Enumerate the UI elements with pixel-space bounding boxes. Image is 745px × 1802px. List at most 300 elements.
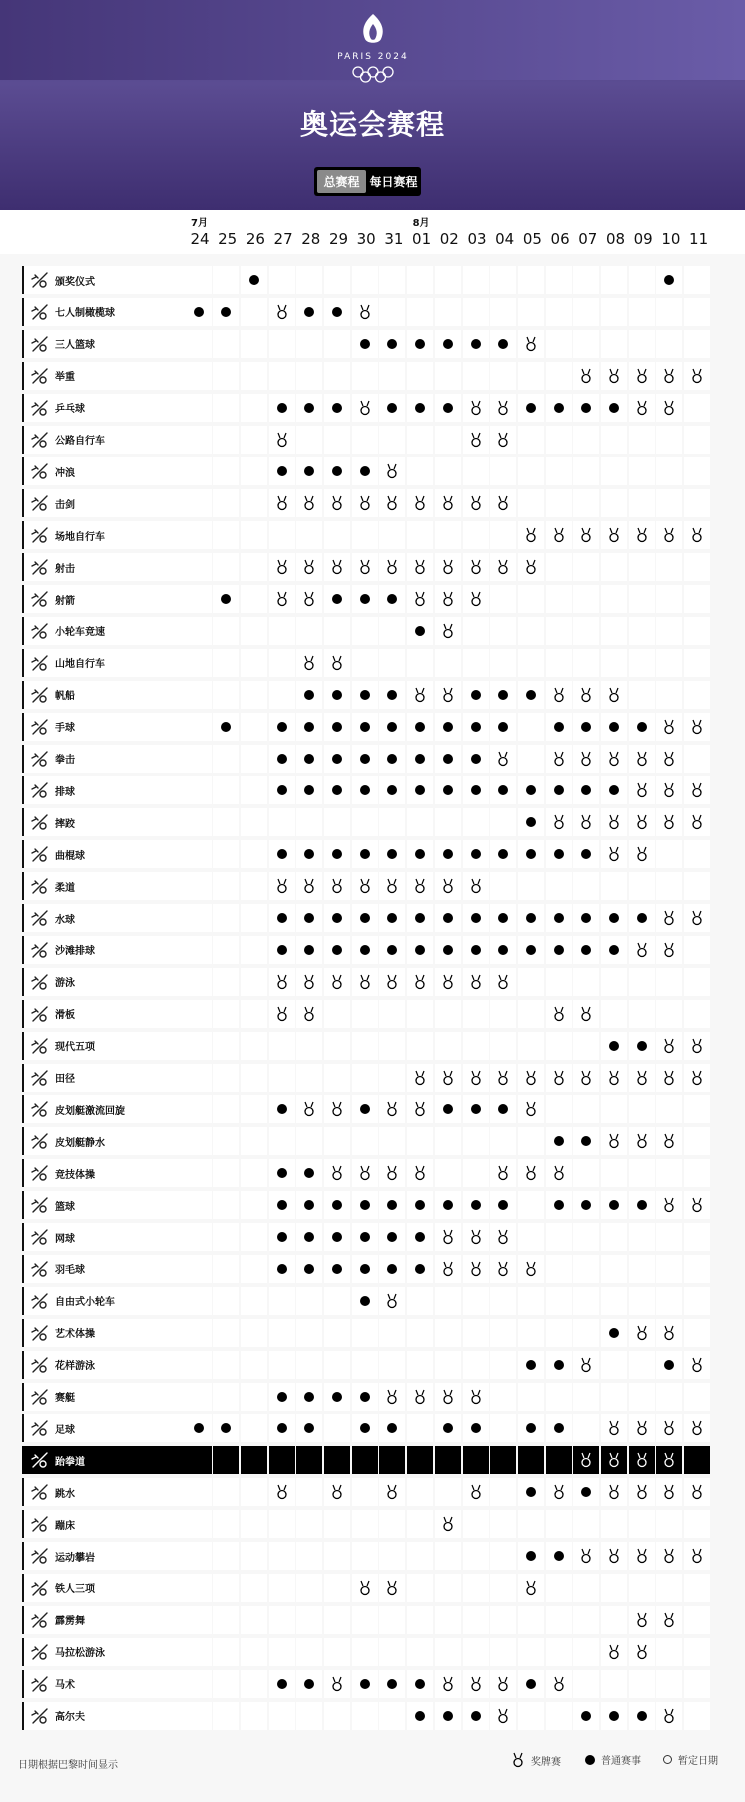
day-cell xyxy=(684,1095,710,1123)
day-cell xyxy=(656,872,682,900)
day-cell xyxy=(684,1383,710,1411)
sport-label[interactable] xyxy=(22,968,186,996)
sport-label[interactable] xyxy=(22,330,186,358)
sport-label[interactable] xyxy=(22,1638,186,1666)
medal-icon xyxy=(441,1070,455,1086)
sport-label[interactable] xyxy=(22,1606,186,1634)
sport-label[interactable] xyxy=(22,585,186,613)
event-dot-icon xyxy=(498,785,508,795)
event-dot-icon xyxy=(304,1679,314,1689)
sport-label[interactable] xyxy=(22,394,186,422)
sport-name: 跆拳道 xyxy=(55,1456,85,1468)
day-cell xyxy=(186,1446,212,1474)
medal-icon xyxy=(690,527,704,543)
day-cell xyxy=(186,649,212,677)
medal-icon xyxy=(635,527,649,543)
day-cell xyxy=(213,649,239,677)
rowing-icon xyxy=(29,1386,51,1408)
sport-row[interactable] xyxy=(22,936,712,964)
event-dot-icon xyxy=(415,1711,425,1721)
hockey-icon xyxy=(29,843,51,865)
sport-row[interactable] xyxy=(22,457,712,485)
sport-row[interactable] xyxy=(22,840,712,868)
medal-icon xyxy=(635,1644,649,1660)
day-cell xyxy=(186,681,212,709)
day-cell xyxy=(629,1000,655,1028)
medal-icon xyxy=(662,1708,676,1724)
event-dot-icon xyxy=(637,1041,647,1051)
day-cell xyxy=(601,1064,627,1092)
day-cell xyxy=(573,1000,599,1028)
day-cell xyxy=(463,1191,489,1219)
medal-icon xyxy=(496,559,510,575)
medal-icon xyxy=(302,1101,316,1117)
medal-icon xyxy=(275,432,289,448)
event-dot-icon xyxy=(277,1168,287,1178)
medal-icon xyxy=(690,1420,704,1436)
sport-row[interactable] xyxy=(22,1319,712,1347)
day-cell xyxy=(463,904,489,932)
day-cell xyxy=(269,394,295,422)
day-cell xyxy=(629,553,655,581)
day-label: 01 xyxy=(412,230,432,248)
day-cell xyxy=(241,1095,267,1123)
day-cell xyxy=(379,362,405,390)
day-cell xyxy=(324,298,350,326)
daily-schedule-tab[interactable]: 每日赛程 xyxy=(369,175,418,189)
day-cell xyxy=(463,1414,489,1442)
day-cell xyxy=(518,330,544,358)
day-cell xyxy=(573,585,599,613)
day-cell xyxy=(601,1351,627,1379)
sport-row[interactable] xyxy=(22,1287,712,1315)
sport-name: 跳水 xyxy=(55,1488,75,1500)
day-cell xyxy=(435,1510,461,1538)
day-label: 29 xyxy=(328,230,349,248)
sport-label[interactable] xyxy=(22,1032,186,1060)
sport-row[interactable] xyxy=(22,1000,712,1028)
day-cell xyxy=(573,1159,599,1187)
day-cell xyxy=(656,457,682,485)
event-dot-icon xyxy=(471,913,481,923)
day-cell xyxy=(684,489,710,517)
event-dot-icon xyxy=(332,690,342,700)
day-cell xyxy=(186,1351,212,1379)
medal-icon xyxy=(607,1548,621,1564)
sport-label[interactable] xyxy=(22,1702,186,1730)
sport-label[interactable] xyxy=(22,553,186,581)
sport-label[interactable] xyxy=(22,1670,186,1698)
day-cell xyxy=(490,1670,516,1698)
day-cell xyxy=(213,1000,239,1028)
medal-icon xyxy=(552,1676,566,1692)
sport-row[interactable] xyxy=(22,1606,712,1634)
sport-label[interactable] xyxy=(22,1478,186,1506)
day-cell xyxy=(352,1127,378,1155)
medal-icon xyxy=(441,1516,455,1532)
day-cell xyxy=(407,1510,433,1538)
sport-label[interactable] xyxy=(22,1319,186,1347)
sport-row[interactable] xyxy=(22,808,712,836)
event-dot-icon xyxy=(581,1711,591,1721)
medal-icon xyxy=(358,495,372,511)
event-dot-icon xyxy=(443,913,453,923)
sport-label[interactable] xyxy=(22,362,186,390)
day-cell xyxy=(656,1000,682,1028)
day-cell xyxy=(546,1542,572,1570)
sport-row[interactable] xyxy=(22,968,712,996)
sport-row[interactable] xyxy=(22,1159,712,1187)
day-cell xyxy=(463,1383,489,1411)
day-label: 03 xyxy=(467,230,487,248)
sport-row[interactable] xyxy=(22,617,712,645)
sport-row[interactable] xyxy=(22,330,712,358)
sport-row[interactable] xyxy=(22,872,712,900)
road-cycling-icon xyxy=(29,429,51,451)
day-cell xyxy=(435,681,461,709)
event-dot-icon xyxy=(443,785,453,795)
sport-row[interactable] xyxy=(22,1095,712,1123)
day-cell xyxy=(656,1446,682,1474)
day-cell xyxy=(573,394,599,422)
event-dot-icon xyxy=(332,307,342,317)
medal-icon xyxy=(330,1484,344,1500)
day-cell xyxy=(213,330,239,358)
sport-row[interactable] xyxy=(22,1351,712,1379)
day-cell xyxy=(601,521,627,549)
event-dot-icon xyxy=(360,1392,370,1402)
day-cell xyxy=(407,713,433,741)
sport-row[interactable] xyxy=(22,266,712,294)
day-cell xyxy=(546,1159,572,1187)
sport-label[interactable] xyxy=(22,1127,186,1155)
sport-name: 场地自行车 xyxy=(55,531,105,543)
day-cell xyxy=(684,1702,710,1730)
day-cell xyxy=(379,1159,405,1187)
event-dot-icon xyxy=(415,1264,425,1274)
event-dot-icon xyxy=(221,722,231,732)
day-cell xyxy=(379,745,405,773)
event-dot-icon xyxy=(637,1200,647,1210)
sport-row[interactable] xyxy=(22,1383,712,1411)
medal-icon xyxy=(635,846,649,862)
day-cell xyxy=(407,1574,433,1602)
sport-label[interactable] xyxy=(22,872,186,900)
sport-label[interactable] xyxy=(22,489,186,517)
sport-label[interactable] xyxy=(22,1000,186,1028)
sport-row[interactable] xyxy=(22,489,712,517)
medal-icon xyxy=(441,559,455,575)
canoe-sprint-icon xyxy=(29,1130,51,1152)
day-cell xyxy=(463,457,489,485)
sport-row[interactable] xyxy=(22,745,712,773)
medal-icon xyxy=(635,942,649,958)
overall-schedule-tab[interactable]: 总赛程 xyxy=(317,170,366,193)
sport-row[interactable] xyxy=(22,1032,712,1060)
day-cell xyxy=(629,681,655,709)
sport-label[interactable] xyxy=(22,1574,186,1602)
sport-row[interactable] xyxy=(22,1255,712,1283)
event-dot-icon xyxy=(554,849,564,859)
event-dot-icon xyxy=(304,754,314,764)
sport-label[interactable] xyxy=(22,426,186,454)
event-dot-icon xyxy=(443,722,453,732)
sport-row[interactable] xyxy=(22,585,712,613)
event-dot-icon xyxy=(304,1423,314,1433)
day-cell xyxy=(629,1414,655,1442)
day-cell xyxy=(352,1606,378,1634)
event-dot-icon xyxy=(387,1423,397,1433)
day-cell xyxy=(435,426,461,454)
event-dot-icon xyxy=(304,945,314,955)
day-cell xyxy=(629,1159,655,1187)
day-cell xyxy=(269,1383,295,1411)
day-cell xyxy=(324,1478,350,1506)
day-cell xyxy=(324,1510,350,1538)
day-cell xyxy=(490,840,516,868)
day-cell xyxy=(379,457,405,485)
medal-icon xyxy=(385,1580,399,1596)
day-cell xyxy=(352,617,378,645)
day-cell xyxy=(601,617,627,645)
sport-label[interactable] xyxy=(22,840,186,868)
day-cell xyxy=(629,394,655,422)
day-cell xyxy=(186,298,212,326)
sport-name: 艺术体操 xyxy=(55,1329,95,1341)
sport-row[interactable] xyxy=(22,681,712,709)
day-cell xyxy=(463,840,489,868)
sport-row[interactable] xyxy=(22,776,712,804)
event-dot-icon xyxy=(277,466,287,476)
day-cell xyxy=(684,1446,710,1474)
day-cell xyxy=(186,936,212,964)
day-cell xyxy=(629,1032,655,1060)
day-cell xyxy=(656,1223,682,1251)
sport-row[interactable] xyxy=(22,713,712,741)
event-dot-icon xyxy=(332,1232,342,1242)
day-cell xyxy=(601,1287,627,1315)
sport-row[interactable] xyxy=(22,1510,712,1538)
day-cell xyxy=(684,808,710,836)
sport-row[interactable] xyxy=(22,1702,712,1730)
day-cell xyxy=(601,489,627,517)
day-cell xyxy=(684,1414,710,1442)
day-cell xyxy=(656,840,682,868)
day-cell xyxy=(518,1542,544,1570)
event-dot-icon xyxy=(360,1423,370,1433)
sport-label[interactable] xyxy=(22,266,186,294)
sport-label[interactable] xyxy=(22,1383,186,1411)
sport-row[interactable] xyxy=(22,1127,712,1155)
day-cell xyxy=(269,1255,295,1283)
sport-row[interactable] xyxy=(22,1478,712,1506)
medal-icon xyxy=(690,1484,704,1500)
sport-label[interactable] xyxy=(22,1159,186,1187)
medal-icon xyxy=(302,495,316,511)
sport-label[interactable] xyxy=(22,776,186,804)
day-cell xyxy=(379,1223,405,1251)
sport-row[interactable] xyxy=(22,1446,712,1474)
medal-icon xyxy=(662,1133,676,1149)
day-cell xyxy=(490,330,516,358)
day-cell xyxy=(324,1127,350,1155)
sport-row[interactable] xyxy=(22,1223,712,1251)
day-cell xyxy=(546,776,572,804)
day-cell xyxy=(601,1574,627,1602)
day-cell xyxy=(241,266,267,294)
day-cell xyxy=(324,1191,350,1219)
day-cell xyxy=(213,1032,239,1060)
day-cell xyxy=(186,1670,212,1698)
event-dot-icon xyxy=(664,1360,674,1370)
day-cell xyxy=(269,426,295,454)
day-cell xyxy=(573,617,599,645)
day-cell xyxy=(296,553,322,581)
day-cell xyxy=(656,776,682,804)
sport-row[interactable] xyxy=(22,362,712,390)
day-label: 09 xyxy=(633,230,653,248)
day-cell xyxy=(629,1638,655,1666)
day-cell xyxy=(435,1542,461,1570)
sport-row[interactable] xyxy=(22,1670,712,1698)
sport-row[interactable] xyxy=(22,298,712,326)
day-cell xyxy=(656,745,682,773)
day-cell xyxy=(518,1191,544,1219)
sport-label[interactable] xyxy=(22,457,186,485)
sport-label[interactable] xyxy=(22,1191,186,1219)
day-cell xyxy=(573,1383,599,1411)
sport-label[interactable] xyxy=(22,1095,186,1123)
event-dot-icon xyxy=(471,690,481,700)
event-dot-icon xyxy=(304,722,314,732)
sport-label[interactable] xyxy=(22,681,186,709)
day-cell xyxy=(518,1702,544,1730)
sport-row[interactable] xyxy=(22,1064,712,1092)
day-cell xyxy=(241,521,267,549)
day-cell xyxy=(518,776,544,804)
sport-label[interactable] xyxy=(22,1446,186,1474)
sport-label[interactable] xyxy=(22,1255,186,1283)
day-cell xyxy=(656,936,682,964)
sport-row[interactable] xyxy=(22,553,712,581)
day-cell xyxy=(435,1383,461,1411)
day-cell xyxy=(241,904,267,932)
tennis-icon xyxy=(29,1226,51,1248)
medal-icon xyxy=(385,463,399,479)
day-cell xyxy=(379,681,405,709)
day-cell xyxy=(490,1032,516,1060)
day-label: 05 xyxy=(522,230,542,248)
day-cell xyxy=(490,1191,516,1219)
sport-label[interactable] xyxy=(22,1510,186,1538)
sport-label[interactable] xyxy=(22,1287,186,1315)
sport-name: 田径 xyxy=(55,1074,75,1085)
sport-row[interactable] xyxy=(22,1542,712,1570)
day-cell xyxy=(435,1191,461,1219)
event-dot-icon xyxy=(526,817,536,827)
sport-row[interactable] xyxy=(22,649,712,677)
sport-label[interactable] xyxy=(22,1351,186,1379)
event-dot-icon xyxy=(498,849,508,859)
day-cell xyxy=(379,585,405,613)
sport-row[interactable] xyxy=(22,1191,712,1219)
sport-name: 马术 xyxy=(55,1680,75,1692)
day-cell xyxy=(684,585,710,613)
day-cell xyxy=(684,1542,710,1570)
medal-icon xyxy=(441,623,455,639)
sport-row[interactable] xyxy=(22,426,712,454)
event-dot-icon xyxy=(609,945,619,955)
sport-label[interactable] xyxy=(22,617,186,645)
medal-icon xyxy=(607,1452,621,1468)
day-cell xyxy=(269,1287,295,1315)
sport-label[interactable] xyxy=(22,1542,186,1570)
sport-label[interactable] xyxy=(22,1064,186,1092)
day-cell xyxy=(546,840,572,868)
day-cell xyxy=(518,457,544,485)
sport-label[interactable] xyxy=(22,936,186,964)
day-cell xyxy=(490,904,516,932)
day-cell xyxy=(463,1702,489,1730)
day-cell xyxy=(435,1670,461,1698)
day-cell xyxy=(629,1351,655,1379)
day-cell xyxy=(269,1319,295,1347)
sport-row[interactable] xyxy=(22,394,712,422)
sport-label[interactable] xyxy=(22,808,186,836)
sport-label[interactable] xyxy=(22,521,186,549)
day-cell xyxy=(573,713,599,741)
sport-row[interactable] xyxy=(22,1414,712,1442)
sport-label[interactable] xyxy=(22,745,186,773)
medal-icon xyxy=(441,1229,455,1245)
day-cell xyxy=(546,394,572,422)
sport-row[interactable] xyxy=(22,904,712,932)
day-cell xyxy=(269,1606,295,1634)
day-cell xyxy=(352,521,378,549)
day-cell xyxy=(324,1670,350,1698)
event-dot-icon xyxy=(581,849,591,859)
day-cell xyxy=(463,808,489,836)
day-cell xyxy=(379,1000,405,1028)
sport-label[interactable] xyxy=(22,298,186,326)
day-cell xyxy=(518,1159,544,1187)
day-cell xyxy=(407,681,433,709)
day-cell xyxy=(296,330,322,358)
sport-row[interactable] xyxy=(22,1638,712,1666)
day-cell xyxy=(407,1351,433,1379)
sport-row[interactable] xyxy=(22,1574,712,1602)
sport-row[interactable] xyxy=(22,521,712,549)
medal-icon xyxy=(413,1165,427,1181)
sport-label[interactable] xyxy=(22,1223,186,1251)
sport-label[interactable] xyxy=(22,649,186,677)
day-cell xyxy=(296,362,322,390)
sport-label[interactable] xyxy=(22,1414,186,1442)
day-cell xyxy=(518,585,544,613)
sport-label[interactable] xyxy=(22,904,186,932)
event-dot-icon xyxy=(387,594,397,604)
day-cell xyxy=(601,330,627,358)
sport-label[interactable] xyxy=(22,713,186,741)
day-cell xyxy=(296,1574,322,1602)
day-cell xyxy=(407,1414,433,1442)
diving-icon xyxy=(29,1481,51,1503)
artistic-gymnastics-icon xyxy=(29,1162,51,1184)
event-dot-icon xyxy=(221,594,231,604)
day-cell xyxy=(684,457,710,485)
day-cell xyxy=(324,1032,350,1060)
day-cell xyxy=(407,1383,433,1411)
